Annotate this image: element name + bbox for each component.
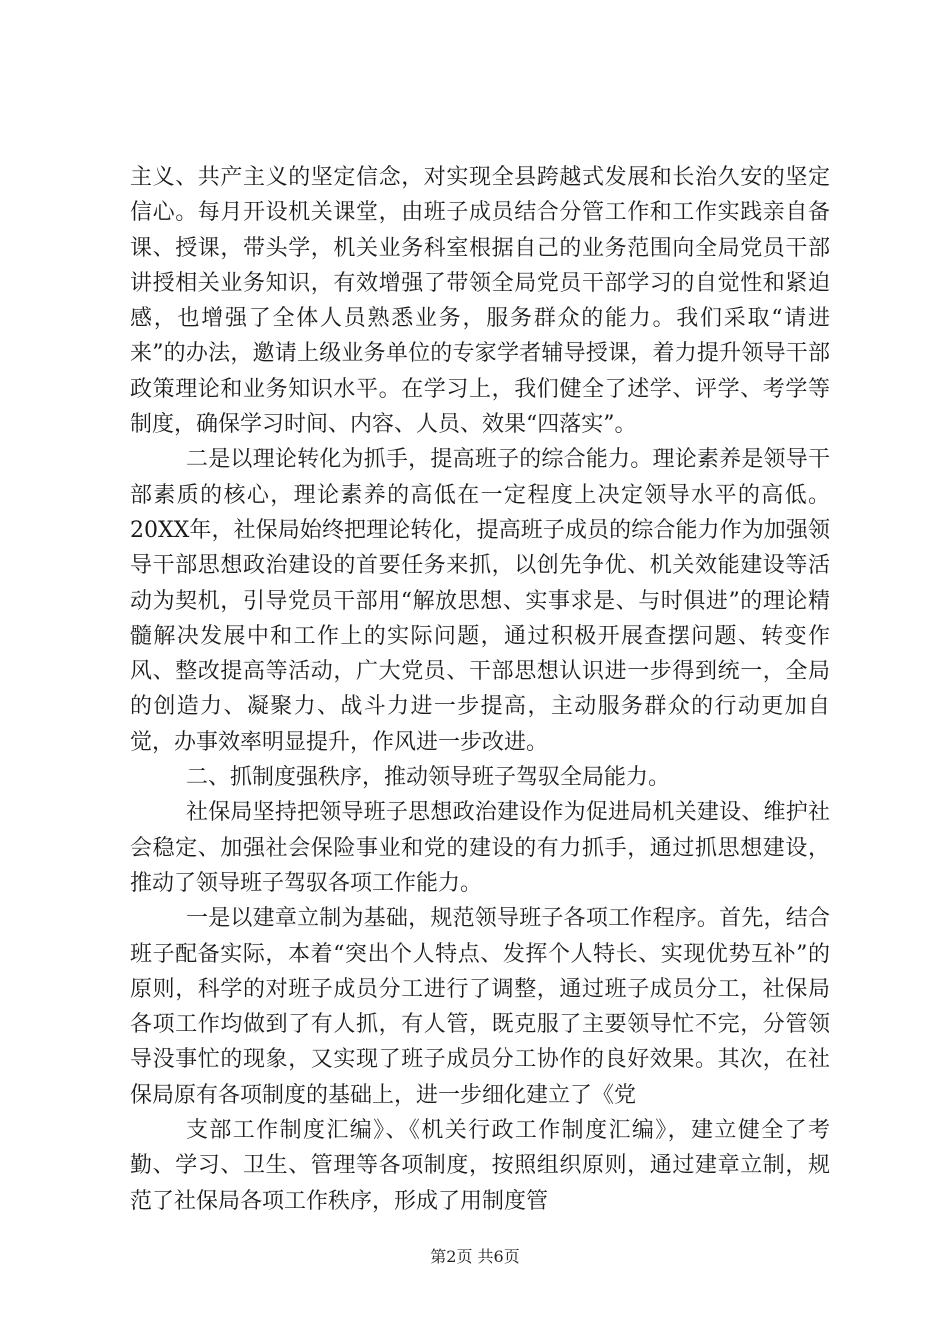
section-heading-2: 二、抓制度强秩序，推动领导班子驾驭全局能力。 bbox=[186, 765, 671, 791]
paragraph-2: 二是以理论转化为抓手，提高班子的综合能力。理论素养是领导干部素质的核心，理论素养的高低在一定程度上决定领导水平的高低。20XX年，社保局始终把理论转化，提高班子成员的综合能力作为加强领导干部思想政治建设的首要任务来抓，以创先争优、机关效能建设等活动为契机，引导党员干部用“解放思想、实事求是、与时俱进”的理论精髓解决发展中和工作上的实际问题，通过积极开展查摆问题、转变作风、整改提高等活动，广大党员、干部思想认识进一步得到统一，全局的创造力、凝聚力、战斗力进一步提高，主动服务群众的行动更加自觉，办事效率明显提升，作风进一步改进。 bbox=[130, 447, 830, 755]
page-footer: 第2页 共6页 bbox=[430, 1247, 520, 1266]
paragraph-4: 一是以建章立制为基础，规范领导班子各项工作程序。首先，结合班子配备实际，本着“突出个人特点、发挥个人特长、实现优势互补”的原则，科学的对班子成员分工进行了调整，通过班子成员分工，社保局各项工作均做到了有人抓，有人管，既克服了主要领导忙不完，分管领导没事忙的现象，又实现了班子成员分工协作的良好效果。其次，在社保局原有各项制度的基础上，进一步细化建立了《党 bbox=[130, 906, 830, 1108]
paragraph-1: 主义、共产主义的坚定信念，对实现全县跨越式发展和长治久安的坚定信心。每月开设机关课堂，由班子成员结合分管工作和工作实践亲自备课、授课，带头学，机关业务科室根据自己的业务范围向全局党员干部讲授相关业务知识，有效增强了带领全局党员干部学习的自觉性和紧迫感，也增强了全体人员熟悉业务，服务群众的能力。我们采取“请进来”的办法，邀请上级业务单位的专家学者辅导授课，着力提升领导干部政策理论和业务知识水平。在学习上，我们健全了述学、评学、考学等制度，确保学习时间、内容、人员、效果“四落实”。 bbox=[130, 165, 830, 438]
paragraph-3: 社保局坚持把领导班子思想政治建设作为促进局机关建设、维护社会稳定、加强社会保险事业和党的建设的有力抓手，通过抓思想建设，推动了领导班子驾驭各项工作能力。 bbox=[130, 800, 830, 896]
paragraph-5: 支部工作制度汇编》、《机关行政工作制度汇编》，建立健全了考勤、学习、卫生、管理等各项制度，按照组织原则，通过建章立制，规范了社保局各项工作秩序，形成了用制度管 bbox=[130, 1118, 830, 1214]
document-body bbox=[130, 160, 830, 1219]
